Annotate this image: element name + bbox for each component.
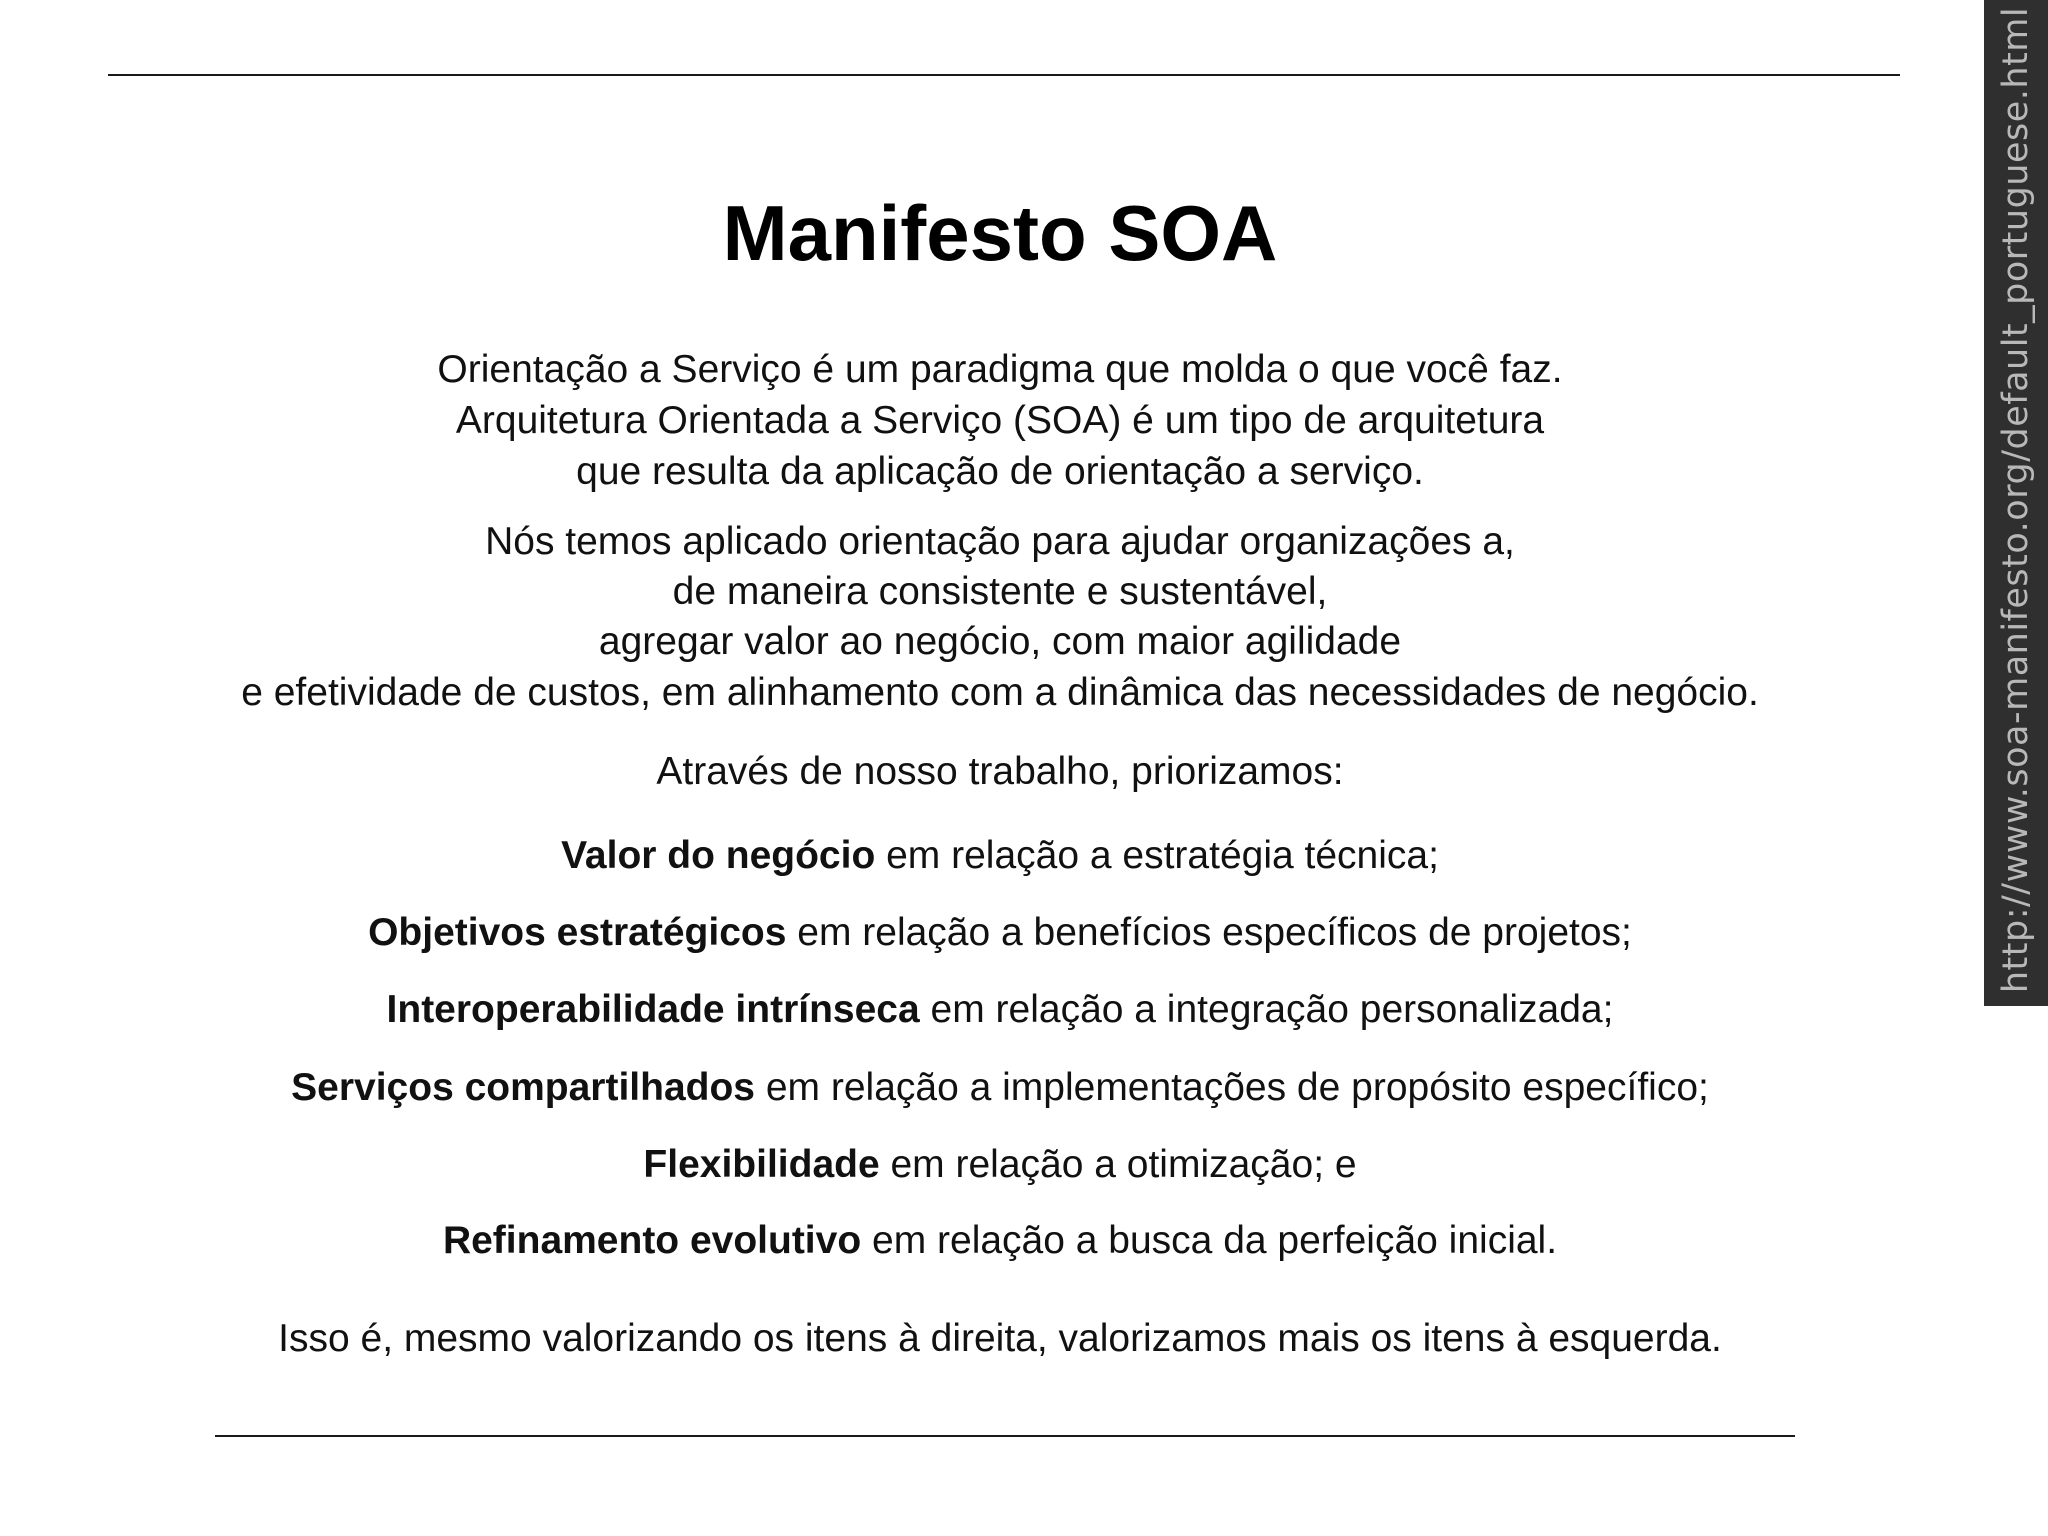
top-divider bbox=[108, 74, 1900, 76]
priority-item bbox=[0, 1221, 2000, 1260]
side-url-banner bbox=[1984, 0, 2048, 1006]
priority-value-bold: Refinamento evolutivo bbox=[442, 1219, 862, 1262]
intro-line: Arquitetura Orientada a Serviço (SOA) é um tipo de arquitetura bbox=[455, 399, 1545, 442]
priority-item bbox=[0, 1068, 2000, 1107]
priority-value-rest: em relação a busca da perfeição inicial. bbox=[861, 1219, 1558, 1262]
purpose-line: agregar valor ao negócio, com maior agilidade bbox=[598, 620, 1402, 663]
intro-line: Orientação a Serviço é um paradigma que molda o que você faz. bbox=[437, 348, 1563, 391]
page-title: Manifesto SOA bbox=[722, 189, 1278, 277]
closing-statement: Isso é, mesmo valorizando os itens à direita, valorizamos mais os itens à esquerda. bbox=[278, 1317, 1722, 1360]
priority-item bbox=[0, 913, 2000, 952]
priority-value-rest: em relação a implementações de propósito específico; bbox=[755, 1066, 1709, 1109]
priority-item bbox=[0, 836, 2000, 875]
priorities-intro: Através de nosso trabalho, priorizamos: bbox=[656, 750, 1344, 793]
priority-value-bold: Valor do negócio bbox=[561, 834, 876, 877]
bottom-divider bbox=[215, 1435, 1795, 1437]
purpose-line: de maneira consistente e sustentável, bbox=[672, 570, 1328, 613]
intro-line: que resulta da aplicação de orientação a serviço. bbox=[576, 450, 1424, 493]
priority-item bbox=[0, 990, 2000, 1029]
priority-value-bold: Interoperabilidade intrínseca bbox=[386, 988, 920, 1031]
priority-value-rest: em relação a benefícios específicos de projetos; bbox=[786, 911, 1632, 954]
priority-value-bold: Serviços compartilhados bbox=[291, 1066, 755, 1109]
priority-value-bold: Flexibilidade bbox=[643, 1143, 880, 1186]
purpose-line: Nós temos aplicado orientação para ajudar organizações a, bbox=[485, 520, 1515, 563]
priority-value-rest: em relação a integração personalizada; bbox=[919, 988, 1614, 1031]
priority-value-rest: em relação a otimização; e bbox=[879, 1143, 1357, 1186]
priority-value-bold: Objetivos estratégicos bbox=[368, 911, 787, 954]
side-url-text[interactable]: http://www.soa-manifesto.org/default_portuguese.html bbox=[1996, 6, 2036, 994]
priority-item bbox=[0, 1145, 2000, 1184]
priority-value-rest: em relação a estratégia técnica; bbox=[875, 834, 1439, 877]
purpose-line: e efetividade de custos, em alinhamento com a dinâmica das necessidades de negócio. bbox=[241, 671, 1759, 714]
